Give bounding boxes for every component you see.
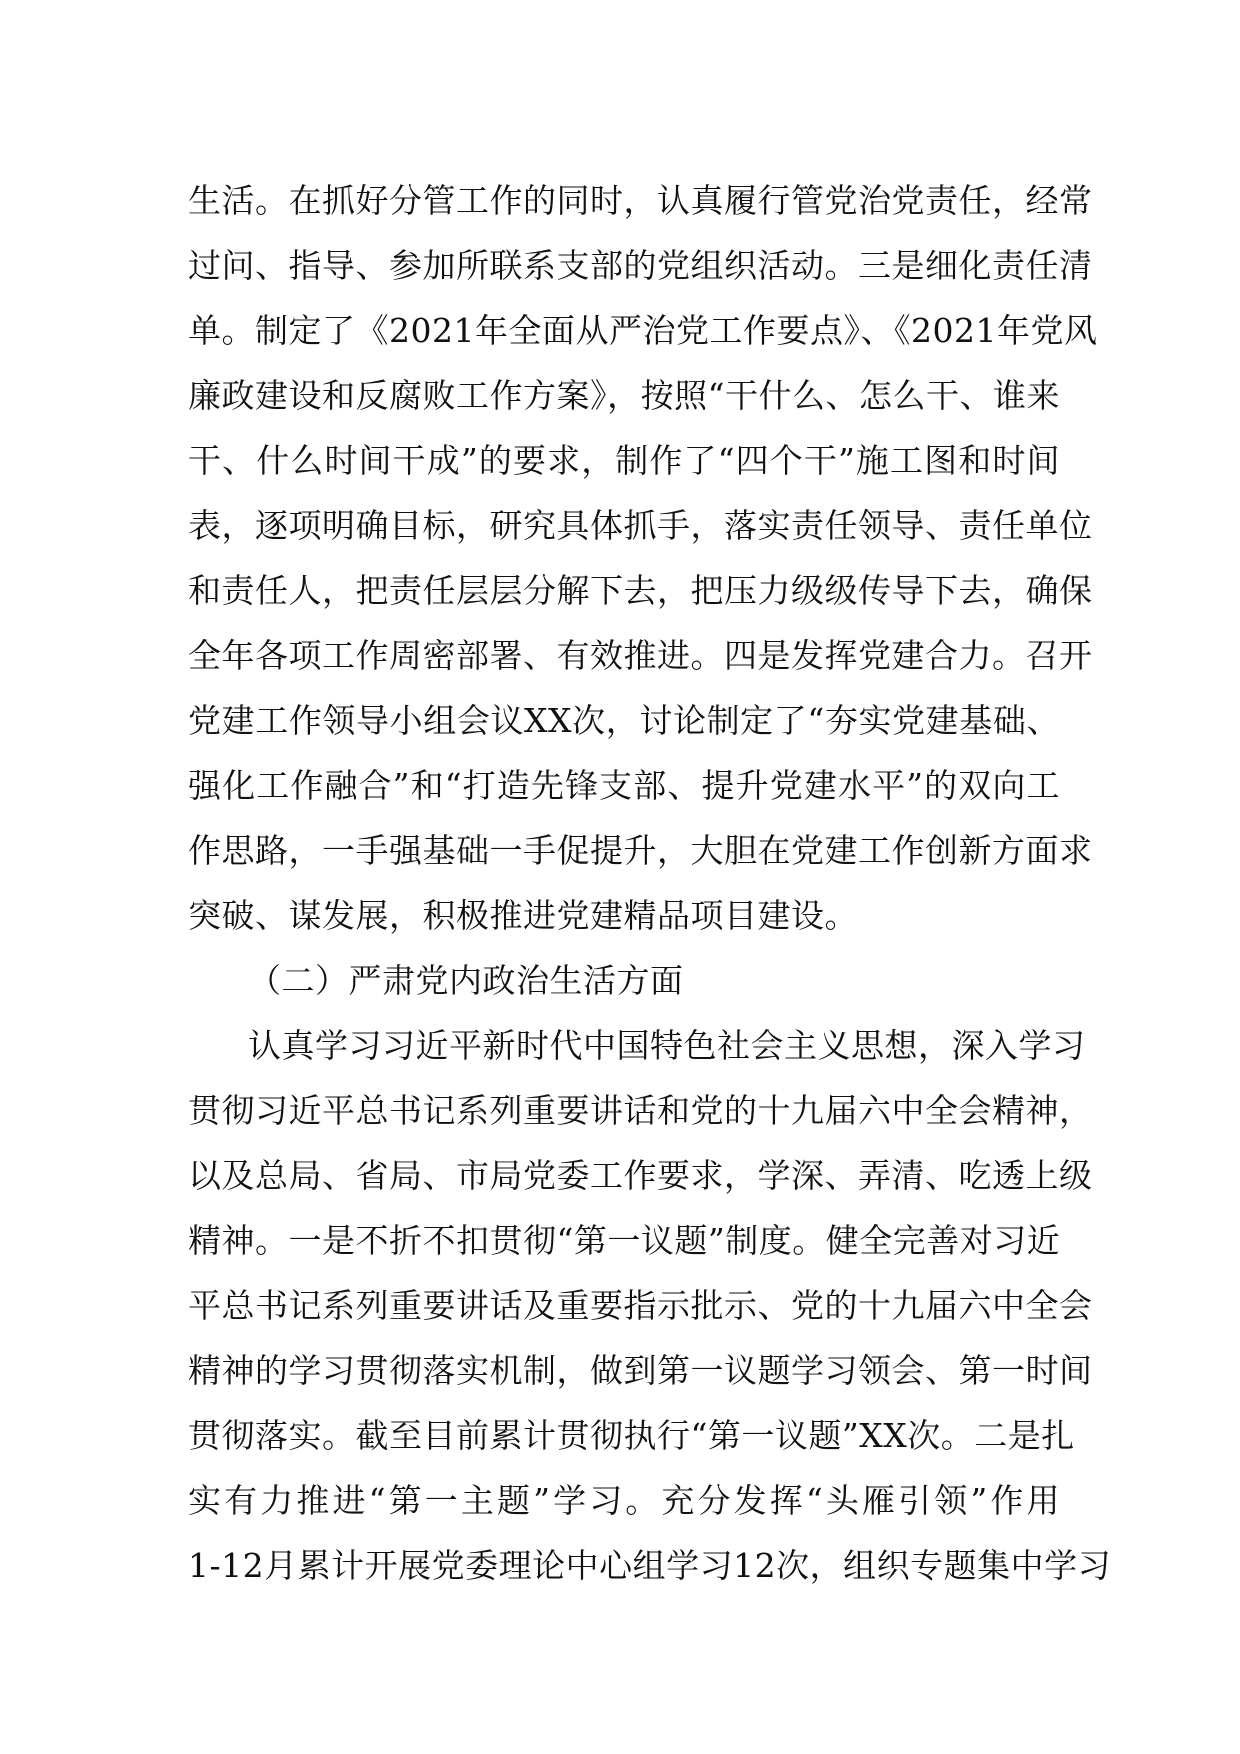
text-line: 精神的学习贯彻落实机制，做到第一议题学习领会、第一时间	[188, 1351, 1093, 1390]
text-line: 贯彻落实。截至目前累计贯彻执行“第一议题”XX次。二是扎	[188, 1416, 1075, 1455]
text-line: 全年各项工作周密部署、有效推进。四是发挥党建合力。召开	[188, 636, 1093, 675]
text-line: 生活。在抓好分管工作的同时，认真履行管党治党责任，经常	[188, 181, 1093, 220]
document-body	[188, 168, 1112, 1598]
text-line: 以及总局、省局、市局党委工作要求，学深、弄清、吃透上级	[188, 1156, 1093, 1195]
text-line: 平总书记系列重要讲话及重要指示批示、党的十九届六中全会	[188, 1286, 1093, 1325]
text-line: 贯彻习近平总书记系列重要讲话和党的十九届六中全会精神，	[188, 1091, 1093, 1130]
text-line: 精神。一是不折不扣贯彻“第一议题”制度。健全完善对习近	[188, 1221, 1061, 1260]
text-line: 表，逐项明确目标，研究具体抓手，落实责任领导、责任单位	[188, 506, 1093, 545]
text-line: 实有力推进“第一主题”学习。充分发挥“头雁引领”作用	[188, 1481, 1060, 1520]
text-line: 廉政建设和反腐败工作方案》，按照“干什么、怎么干、谁来	[188, 376, 1060, 415]
text-line: 认真学习习近平新时代中国特色社会主义思想，深入学习	[248, 1026, 1086, 1065]
text-line: 单。制定了《2021年全面从严治党工作要点》、《2021年党风	[188, 311, 1098, 350]
text-line: 干、什么时间干成”的要求，制作了“四个干”施工图和时间	[188, 441, 1060, 480]
paragraph-2	[188, 1013, 1112, 1598]
text-line: 1-12月累计开展党委理论中心组学习12次，组织专题集中学习	[188, 1546, 1112, 1585]
text-line: 和责任人，把责任层层分解下去，把压力级级传导下去，确保	[188, 571, 1093, 610]
text-line: 作思路，一手强基础一手促提升，大胆在党建工作创新方面求	[188, 831, 1093, 870]
paragraph-1	[188, 168, 1098, 948]
section-heading: （二）严肃党内政治生活方面	[248, 961, 684, 1000]
text-line: 突破、谋发展，积极推进党建精品项目建设。	[188, 896, 858, 935]
text-line: 党建工作领导小组会议XX次，讨论制定了“夯实党建基础、	[188, 701, 1060, 740]
text-line: 强化工作融合”和“打造先锋支部、提升党建水平”的双向工	[188, 766, 1060, 805]
text-line: 过问、指导、参加所联系支部的党组织活动。三是细化责任清	[188, 246, 1093, 285]
